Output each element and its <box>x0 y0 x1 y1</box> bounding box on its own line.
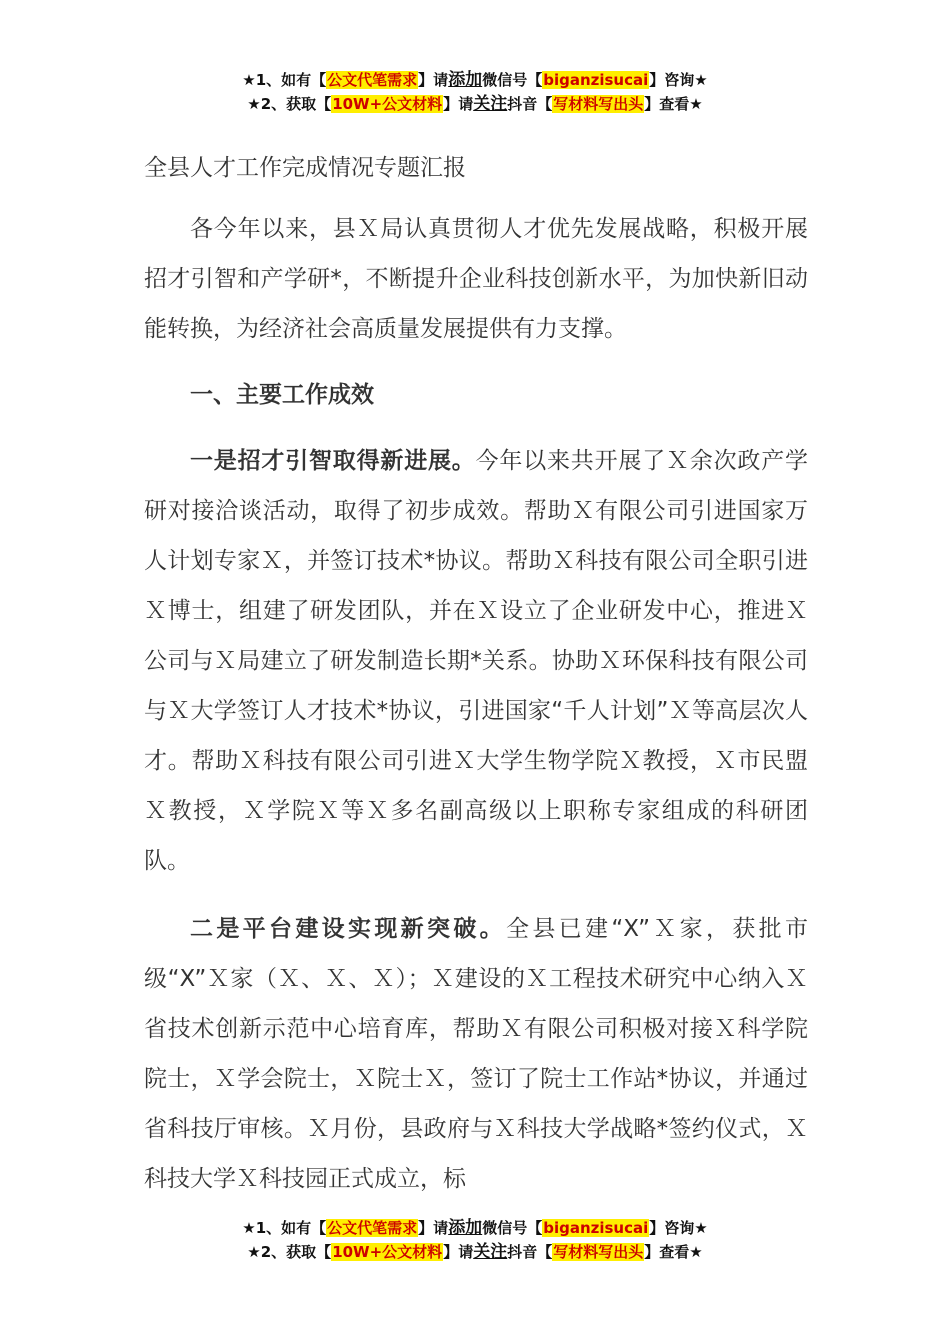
banner-douyin-id: 写材料写出头 <box>553 1243 644 1261</box>
banner-line-1 <box>0 68 950 92</box>
paragraph-lead: 二是平台建设实现新突破。 <box>190 916 507 942</box>
banner-line-2 <box>0 1240 950 1264</box>
banner-emphasis: 关注 <box>473 94 508 114</box>
banner-text: 微信号【 <box>482 71 543 89</box>
banner-text: 】查看★ <box>644 95 703 113</box>
banner-highlight: 10W+公文材料 <box>332 95 443 113</box>
paragraph-platform-building <box>144 904 808 1204</box>
banner-text: 】查看★ <box>644 1243 703 1261</box>
banner-line-1 <box>0 1216 950 1240</box>
document-body <box>144 146 808 1204</box>
banner-text: ★2、获取【 <box>247 95 332 113</box>
banner-emphasis: 关注 <box>473 1242 508 1262</box>
banner-wechat-id: biganzisucai <box>543 1219 649 1237</box>
banner-text: 】请 <box>418 71 449 89</box>
paragraph-talent-recruitment <box>144 436 808 886</box>
paragraph-lead: 一是招才引智取得新进展。 <box>190 448 476 474</box>
banner-highlight: 10W+公文材料 <box>332 1243 443 1261</box>
bottom-banner <box>0 1216 950 1264</box>
intro-paragraph: 各今年以来，县Ｘ局认真贯彻人才优先发展战略，积极开展招才引智和产学研*，不断提升企业科技创新水平，为加快新旧动能转换，为经济社会高质量发展提供有力支撑。 <box>144 216 808 342</box>
banner-emphasis: 添加 <box>448 70 483 90</box>
document-title: 全县人才工作完成情况专题汇报 <box>144 155 466 181</box>
paragraph-body: 今年以来共开展了Ｘ余次政产学研对接洽谈活动，取得了初步成效。帮助Ｘ有限公司引进国家万人计划专家Ｘ，并签订技术*协议。帮助Ｘ科技有限公司全职引进Ｘ博士，组建了研发团队，并在Ｘ设立了企业研发中心，推进Ｘ公司与Ｘ局建立了研发制造长期*关系。协助Ｘ环保科技有限公司与Ｘ大学签订人才技术*协议，引进国家“千人计划”Ｘ等高层次人才。帮助Ｘ科技有限公司引进Ｘ大学生物学院Ｘ教授，Ｘ市民盟Ｘ教授，Ｘ学院Ｘ等Ｘ多名副高级以上职称专家组成的科研团队。 <box>144 448 809 874</box>
banner-text: ★1、如有【 <box>242 71 327 89</box>
banner-text: ★2、获取【 <box>247 1243 332 1261</box>
banner-highlight: 公文代笔需求 <box>327 71 418 89</box>
banner-emphasis: 添加 <box>448 1218 483 1238</box>
banner-text: ★1、如有【 <box>242 1219 327 1237</box>
banner-text: 】请 <box>443 1243 474 1261</box>
banner-text: 抖音【 <box>507 1243 553 1261</box>
banner-douyin-id: 写材料写出头 <box>553 95 644 113</box>
section-heading: 一、主要工作成效 <box>190 382 374 408</box>
banner-text: 】请 <box>443 95 474 113</box>
banner-text: 】请 <box>418 1219 449 1237</box>
banner-text: 抖音【 <box>507 95 553 113</box>
banner-highlight: 公文代笔需求 <box>327 1219 418 1237</box>
banner-text: 】咨询★ <box>649 1219 708 1237</box>
top-banner <box>0 68 950 116</box>
paragraph-body: 全县已建“X”Ｘ家，获批市级“X”Ｘ家（Ｘ、Ｘ、Ｘ）；Ｘ建设的Ｘ工程技术研究中心纳入Ｘ省技术创新示范中心培育库，帮助Ｘ有限公司积极对接Ｘ科学院院士，Ｘ学会院士，Ｘ院士Ｘ，签订了院士工作站*协议，并通过省科技厅审核。Ｘ月份，县政府与Ｘ科技大学战略*签约仪式，Ｘ科技大学Ｘ科技园正式成立，标 <box>144 916 809 1192</box>
banner-text: 】咨询★ <box>649 71 708 89</box>
banner-text: 微信号【 <box>482 1219 543 1237</box>
banner-wechat-id: biganzisucai <box>543 71 649 89</box>
banner-line-2 <box>0 92 950 116</box>
